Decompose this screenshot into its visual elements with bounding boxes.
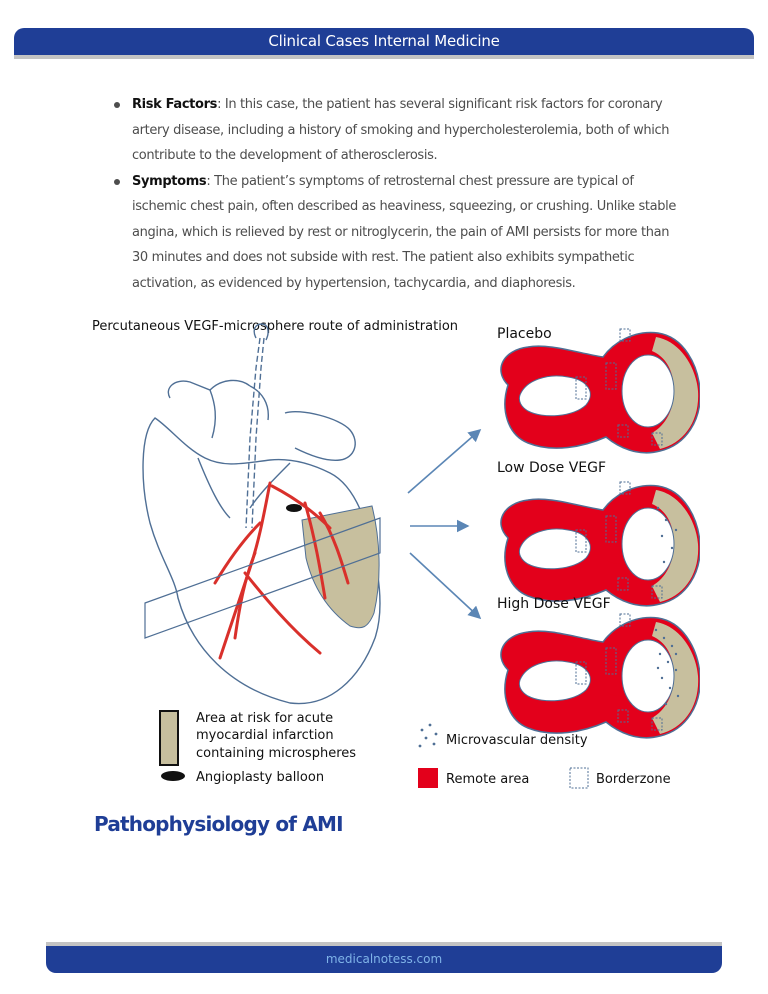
high-dose-cross-section	[501, 614, 700, 738]
figure-title: Percutaneous VEGF-microsphere route of administration	[92, 319, 459, 334]
placebo-cross-section	[501, 329, 700, 453]
bullet-text: : The patient’s symptoms of retrosternal chest pressure are typical of ischemic chest pain, often described as heaviness, squeezing, or crushing. Unlike stable angina, which is relieved by rest or nitroglycerin, the pain of AMI persists for more than 30 minutes and does not subside with rest. The patient also exhibits sympathetic activation, as evidenced by hypertension, tachycardia, and diaphoresis.	[132, 173, 677, 291]
legend-area-risk-line3: containing microspheres	[196, 746, 357, 761]
legend-swatch-balloon	[161, 771, 185, 781]
legend-swatch-borderzone	[570, 768, 588, 788]
legend-area-risk-line1: Area at risk for acute	[196, 711, 334, 726]
bullet-list	[105, 92, 685, 296]
low-dose-cross-section	[501, 482, 700, 606]
footer-url[interactable]: medicalnotess.com	[325, 952, 443, 966]
legend-swatch-remote	[418, 768, 438, 788]
bullet-risk-factors	[105, 92, 685, 169]
panel-label-high-dose: High Dose VEGF	[497, 596, 611, 612]
page-header	[14, 28, 754, 55]
legend-swatch-risk-area	[160, 711, 178, 765]
legend-area-risk-line2: myocardial infarction	[196, 728, 334, 743]
legend-borderzone: Borderzone	[596, 772, 671, 787]
vegf-figure	[80, 308, 700, 804]
section-title: Pathophysiology of AMI	[94, 812, 343, 836]
page-footer	[46, 946, 722, 973]
panel-label-low-dose: Low Dose VEGF	[497, 460, 607, 476]
arrows	[408, 430, 480, 618]
bullet-term: Symptoms	[132, 173, 207, 189]
bullet-term: Risk Factors	[132, 97, 218, 112]
header-title: Clinical Cases Internal Medicine	[268, 32, 500, 50]
panel-label-placebo: Placebo	[497, 326, 552, 342]
header-divider	[14, 55, 754, 59]
legend-remote: Remote area	[446, 772, 530, 787]
legend-swatch-microvascular	[419, 724, 438, 748]
bullet-text: : In this case, the patient has several significant risk factors for coronary artery disease, including a history of smoking and hypercholesterolemia, both of which contribute to the development of atherosclerosis.	[132, 97, 670, 163]
angioplasty-balloon-marker	[286, 504, 302, 512]
legend-microvascular: Microvascular density	[446, 733, 588, 748]
legend-balloon: Angioplasty balloon	[196, 770, 325, 785]
bullet-symptoms	[105, 169, 685, 297]
